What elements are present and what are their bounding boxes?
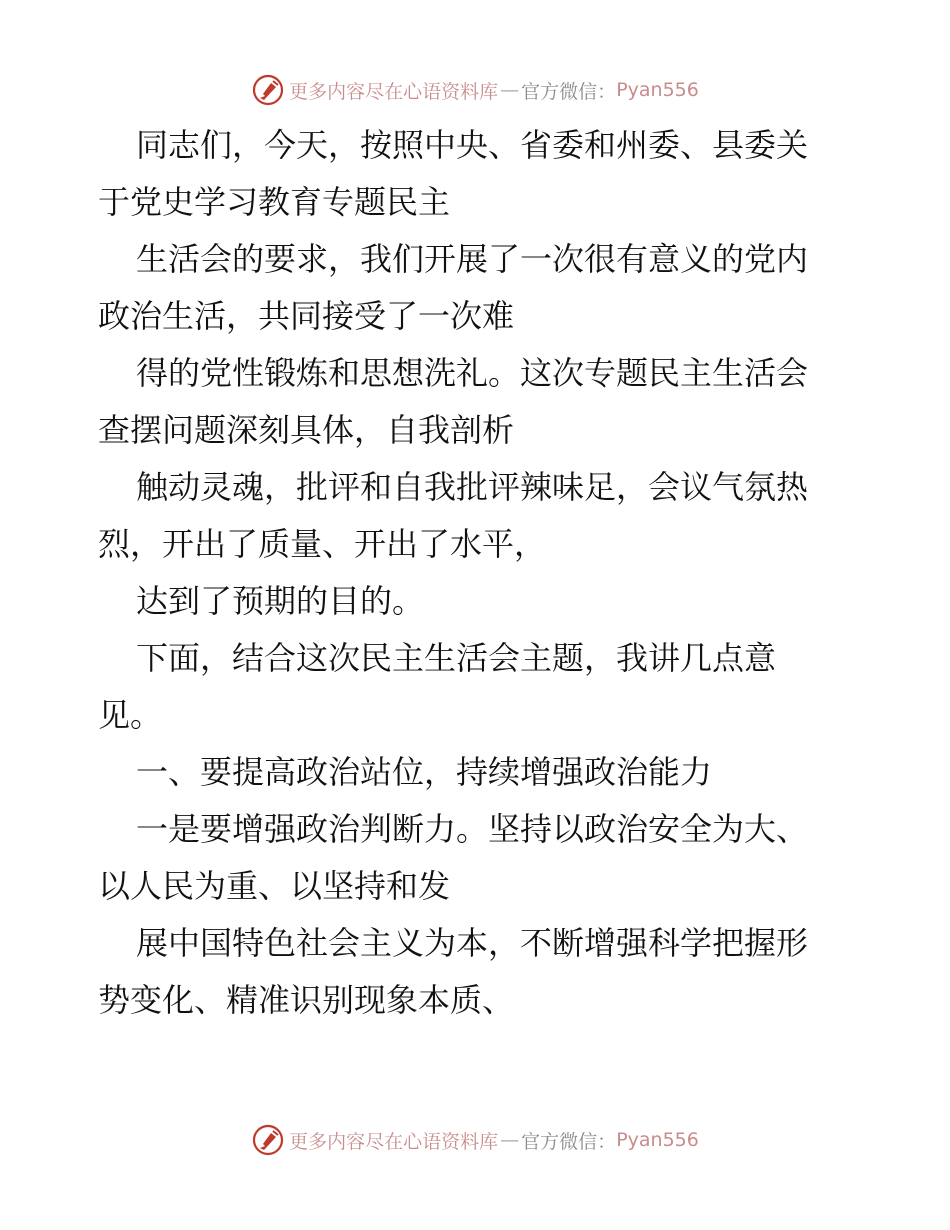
text-line: 触动灵魂，批评和自我批评辣味足，会议气氛热 <box>136 468 809 506</box>
watermark-text: 更多内容尽在心语资料库 <box>289 1130 499 1153</box>
text-line: 展中国特色社会主义为本，不断增强科学把握形 <box>136 924 809 962</box>
text-line: 得的党性锻炼和思想洗礼。这次专题民主生活会 <box>136 354 809 392</box>
text-line: 政治生活，共同接受了一次难 <box>98 297 515 335</box>
text-line: 达到了预期的目的。 <box>136 582 425 620</box>
text-line: 势变化、精准识别现象本质、 <box>98 981 515 1019</box>
watermark-brand: 官方微信： <box>521 80 617 103</box>
watermark-dash: — <box>500 1129 520 1151</box>
pen-nib-logo-icon <box>251 73 285 107</box>
footer-watermark <box>0 1120 950 1160</box>
watermark-id: Pyan556 <box>616 1129 699 1151</box>
section-heading: 一、要提高政治站位，持续增强政治能力 <box>136 753 713 791</box>
text-line: 于党史学习教育专题民主 <box>98 183 451 221</box>
text-line: 查摆问题深刻具体，自我剖析 <box>98 411 515 449</box>
header-watermark <box>0 70 950 110</box>
text-line: 生活会的要求，我们开展了一次很有意义的党内 <box>136 240 809 278</box>
text-line: 下面，结合这次民主生活会主题，我讲几点意 <box>136 639 777 677</box>
text-line: 同志们，今天，按照中央、省委和州委、县委关 <box>136 126 809 164</box>
text-line: 见。 <box>98 696 163 734</box>
watermark-dash: — <box>500 79 520 101</box>
watermark-text: 更多内容尽在心语资料库 <box>289 80 499 103</box>
watermark-id: Pyan556 <box>616 79 699 101</box>
text-line: 烈，开出了质量、开出了水平， <box>98 525 547 563</box>
pen-nib-logo-icon <box>251 1123 285 1157</box>
document-body <box>98 117 858 1029</box>
watermark-brand: 官方微信： <box>521 1130 617 1153</box>
text-line: 一是要增强政治判断力。坚持以政治安全为大、 <box>136 810 809 848</box>
text-line: 以人民为重、以坚持和发 <box>98 867 451 905</box>
